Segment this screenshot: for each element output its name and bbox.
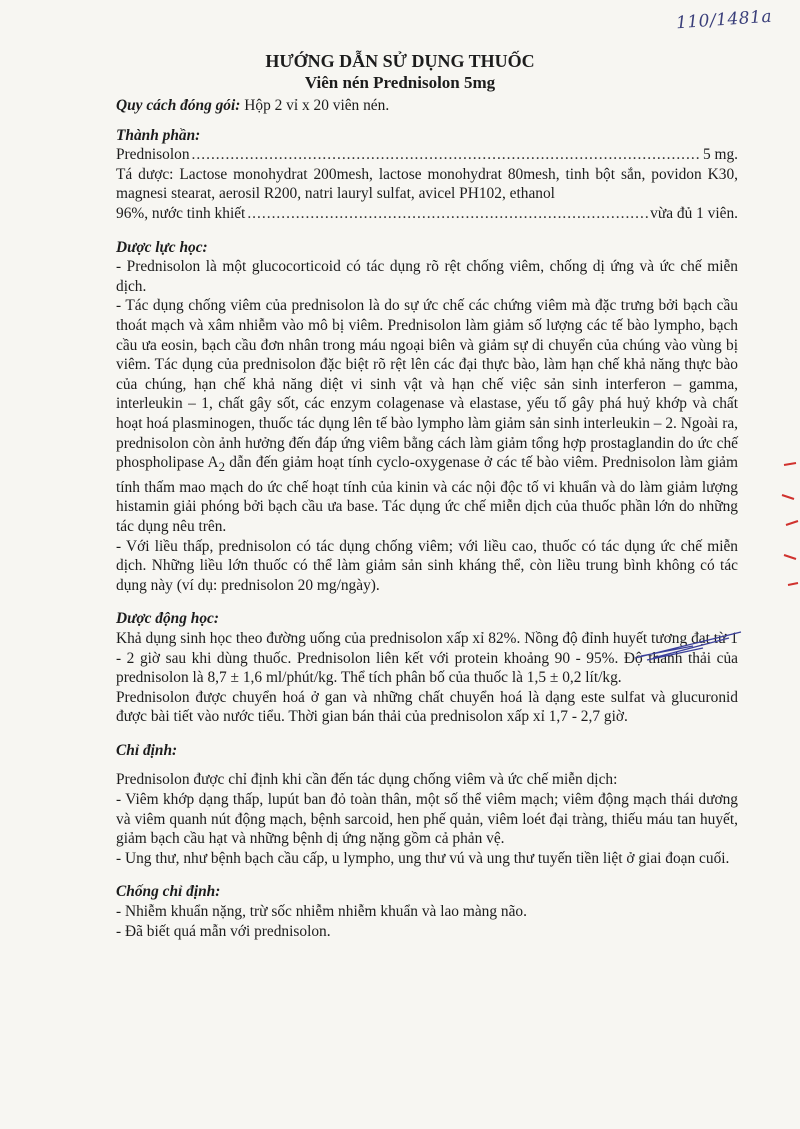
indications-paragraph: - Viêm khớp dạng thấp, lupút ban đỏ toàn thân, một số thể viêm mạch; viêm động mạch thái dương và viêm quanh nút động mạch, bệnh sarcoid, hen phế quản, viêm loét đại tràng, thiếu máu tan huyết, giảm bạch cầu hạt và những bệnh dị ứng nặng gồm cả phản vệ.	[116, 791, 738, 848]
contraindications-heading: Chống chỉ định:	[116, 883, 221, 901]
pd-text: - Tác dụng chống viêm của prednisolon là do sự ức chế các chứng viêm mà đặc trưng bởi bạch cầu thoát mạch và xâm nhiễm vào mô bị viêm. Prednisolon làm giảm số lượng các tế bào lympho, bạch cầu ưa eosin, bạch cầu đơn nhân trong máu ngoại biên và giảm sự di chuyển của chúng vào vùng bị viêm. Tác dụng của prednisolon đặc biệt rõ rệt lên các đại thực bào, làm hạn chế khả năng thực bào của chúng, hạn chế khả năng diệt vi sinh vật và hạn chế việc sản sinh interferon – gamma, interleukin – 1, chất gây sốt, các enzym colagenase và elastase, yếu tố gây phá huỷ khớp và chất hoạt hoá plasminogen, thuốc tác dụng lên tế bào lympho làm giảm sản sinh interleukin – 2. Ngoài ra, prednisolon còn ảnh hưởng đến đáp ứng viêm bằng cách làm giảm tổng hợp prostaglandin do ức chế phospholipase A	[116, 297, 738, 472]
pharmacodynamics-heading: Dược lực học:	[116, 238, 208, 256]
dot-leader	[192, 145, 701, 165]
pharmacodynamics-paragraph: - Prednisolon là một glucocorticoid có tác dụng rõ rệt chống viêm, chống dị ứng và ức chế miễn dịch.	[116, 258, 738, 295]
document-subtitle: Viên nén Prednisolon 5mg	[304, 73, 496, 92]
composition-active-line	[116, 145, 738, 165]
indications-intro: Prednisolon được chỉ định khi cần đến tác dụng chống viêm và ức chế miễn dịch:	[116, 771, 618, 789]
composition-heading: Thành phần:	[116, 126, 201, 144]
active-amount: 5 mg.	[702, 146, 738, 164]
dot-leader	[247, 204, 648, 224]
active-ingredient: Prednisolon	[116, 146, 190, 164]
excipients-end: 96%, nước tinh khiết	[116, 204, 246, 222]
pd-subscript: 2	[218, 460, 226, 475]
document-body	[116, 96, 738, 941]
packaging-line	[116, 96, 738, 116]
indications-paragraph: - Ung thư, như bệnh bạch cầu cấp, u lympho, ung thư vú và ung thư tuyến tiền liệt ở giai đoạn cuối.	[116, 849, 730, 867]
excipients-end-line	[116, 204, 738, 224]
pharmacokinetics-heading: Dược động học:	[116, 610, 219, 628]
handwritten-note: 110/1481a	[675, 6, 773, 34]
signature-mark	[633, 628, 743, 664]
excipients-amount: vừa đủ 1 viên.	[650, 204, 738, 222]
pharmacodynamics-paragraph: - Với liều thấp, prednisolon có tác dụng chống viêm; với liều cao, thuốc có tác dụng ức chế miễn dịch. Những liều lớn thuốc có thể làm giảm sản sinh kháng thể, còn liều trung bình không có tác dụng này (ví dụ: prednisolon 20 mg/ngày).	[116, 537, 738, 594]
indications-heading: Chỉ định:	[116, 741, 178, 759]
contraindications-item: - Đã biết quá mẫn với prednisolon.	[116, 922, 331, 940]
pharmacokinetics-paragraph: Khả dụng sinh học theo đường uống của prednisolon xấp xỉ 82%. Nồng độ đỉnh huyết tương đạt từ 1 - 2 giờ sau khi dùng thuốc. Prednisolon liên kết với protein khoảng 90 - 95%. Độ thanh thải của prednisolon là 8,7 ± 1,6 ml/phút/kg. Thể tích phân bố của thuốc là 1,5 ± 0,2 lít/kg.	[116, 629, 738, 687]
margin-stamp-marks	[778, 455, 800, 615]
packaging-text: Hộp 2 vỉ x 20 viên nén.	[240, 97, 390, 114]
document-title: HƯỚNG DẪN SỬ DỤNG THUỐC	[265, 51, 535, 71]
pharmacokinetics-paragraph: Prednisolon được chuyển hoá ở gan và những chất chuyển hoá là dạng este sulfat và glucuronid được bài tiết vào nước tiểu. Thời gian bán thải của prednisolon xấp xỉ 1,7 - 2,7 giờ.	[116, 688, 738, 726]
packaging-label: Quy cách đóng gói:	[116, 97, 241, 114]
contraindications-item: - Nhiễm khuẩn nặng, trừ sốc nhiễm nhiễm khuẩn và lao màng não.	[116, 903, 527, 921]
pd-text-rest: dẫn đến giảm hoạt tính cyclo-oxygenase ở các tế bào viêm. Prednisolon làm giảm tính thấm mao mạch do ức chế hoạt tính của kinin và các nội độc tố vi khuẩn và do làm giảm lượng histamin giải phóng bởi bạch cầu ưa base. Tác dụng ức chế miễn dịch của thuốc phần lớn do những tác dụng nêu trên.	[116, 454, 738, 535]
pharmacodynamics-paragraph	[116, 296, 738, 536]
excipients-text: Tá dược: Lactose monohydrat 200mesh, lactose monohydrat 80mesh, tinh bột sắn, povidon K30, magnesi stearat, aerosil R200, natri lauryl sulfat, avicel PH102, ethanol	[116, 165, 738, 203]
